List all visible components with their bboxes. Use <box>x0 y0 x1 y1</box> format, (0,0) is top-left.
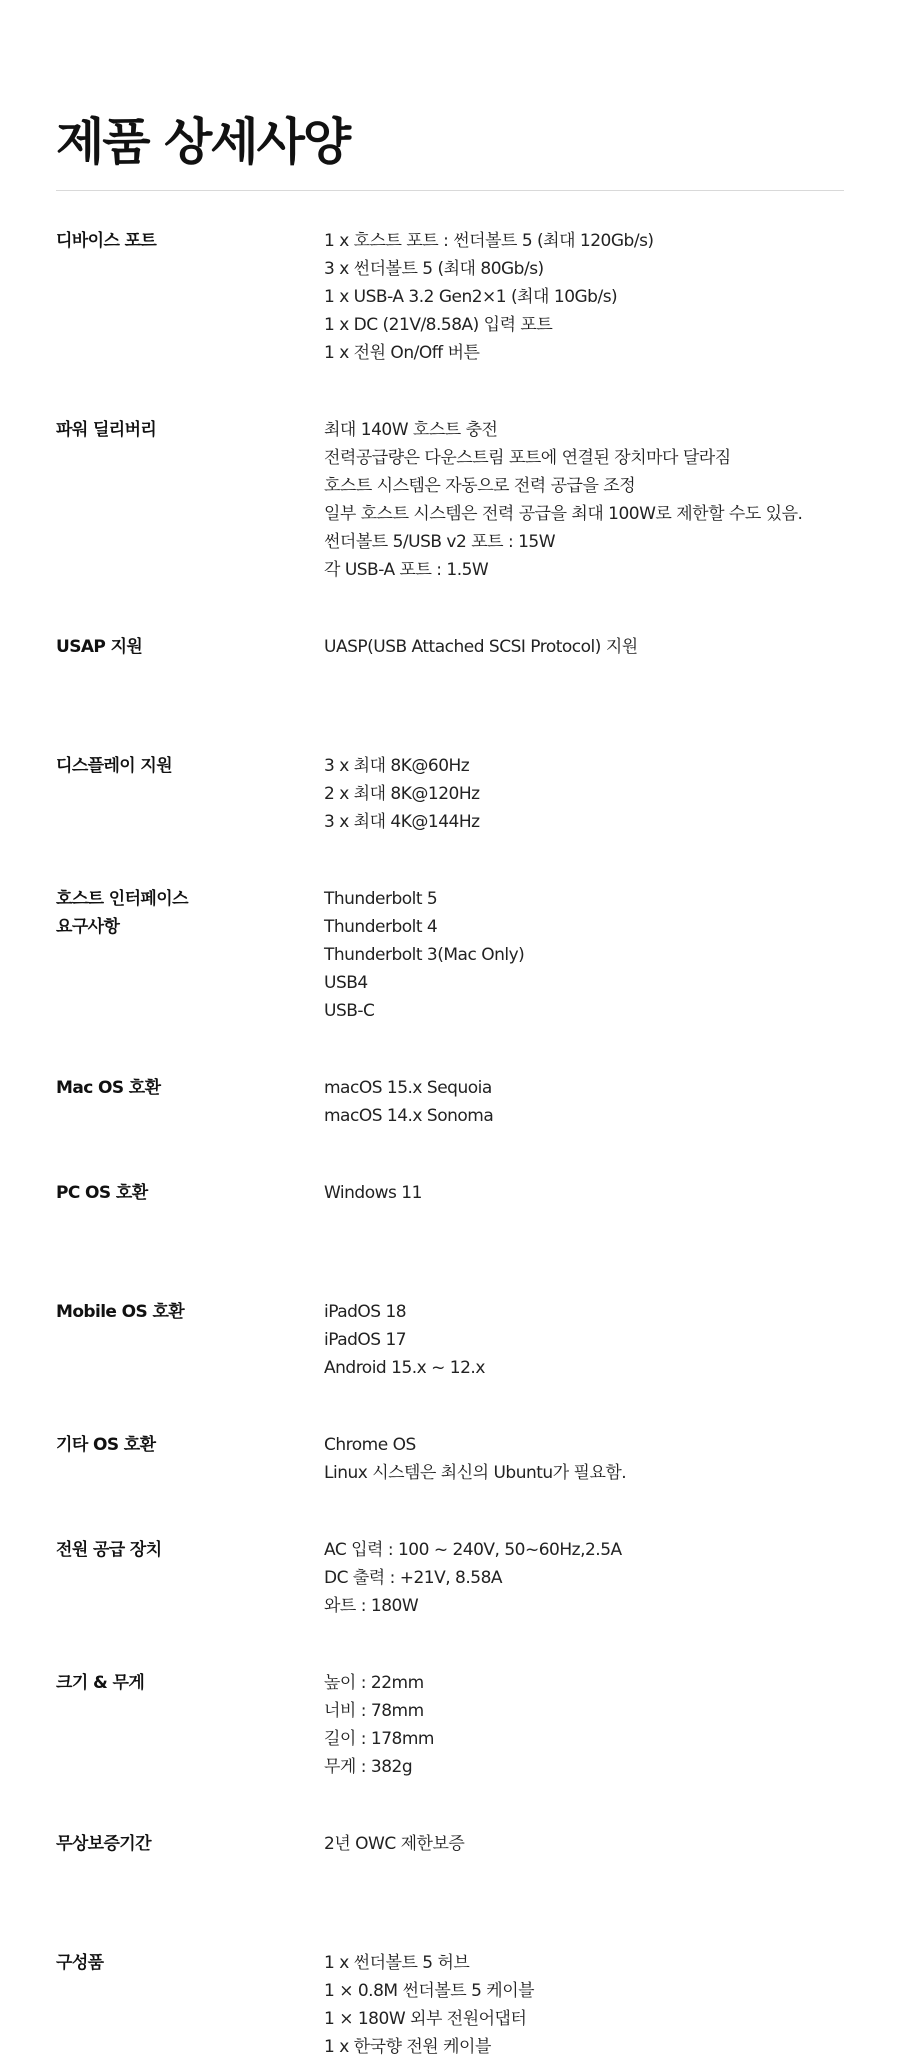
spec-value-line: 1 x 한국향 전원 케이블 <box>324 2037 491 2057</box>
spec-label-line: 호스트 인터페이스 <box>56 889 188 909</box>
spec-values <box>324 1298 844 1382</box>
spec-value-line: Chrome OS <box>324 1435 416 1455</box>
spec-label <box>56 885 324 941</box>
spec-label-line: 크기 & 무게 <box>56 1673 145 1693</box>
spec-label-line: 파워 딜리버리 <box>56 420 157 440</box>
spec-row <box>56 1669 844 1781</box>
spec-row <box>56 1536 844 1620</box>
spec-value-line: AC 입력 : 100 ~ 240V, 50~60Hz,2.5A <box>324 1540 622 1560</box>
spec-row <box>56 1949 844 2061</box>
spec-label <box>56 1830 324 1858</box>
spec-value-line: UASP(USB Attached SCSI Protocol) 지원 <box>324 637 638 657</box>
spec-value-line: USB4 <box>324 973 368 993</box>
spec-values <box>324 227 844 367</box>
spec-value-line: 길이 : 178mm <box>324 1729 434 1749</box>
spec-row <box>56 1830 844 1900</box>
spec-value-line: 일부 호스트 시스템은 전력 공급을 최대 100W로 제한할 수도 있음. <box>324 504 803 524</box>
spec-value-line: 각 USB-A 포트 : 1.5W <box>324 560 489 580</box>
spec-values <box>324 1074 844 1130</box>
spec-row <box>56 1298 844 1382</box>
spec-value-line: iPadOS 17 <box>324 1330 407 1350</box>
spec-value-line: 2 x 최대 8K@120Hz <box>324 784 480 804</box>
spec-value-line: 1 × 0.8M 썬더볼트 5 케이블 <box>324 1981 535 2001</box>
spec-value-line: 3 x 최대 8K@60Hz <box>324 756 470 776</box>
spec-row <box>56 416 844 584</box>
spec-label <box>56 633 324 661</box>
spec-row <box>56 752 844 836</box>
spec-value-line: 3 x 최대 4K@144Hz <box>324 812 480 832</box>
spec-values <box>324 1949 844 2061</box>
spec-label-line: PC OS 호환 <box>56 1183 148 1203</box>
spec-values <box>324 1830 844 1858</box>
spec-label-line: 무상보증기간 <box>56 1834 151 1854</box>
spec-label-line: Mac OS 호환 <box>56 1078 161 1098</box>
spec-row <box>56 1179 844 1249</box>
spec-values <box>324 1179 844 1207</box>
title-divider <box>56 190 844 191</box>
spec-value-line: macOS 15.x Sequoia <box>324 1078 492 1098</box>
spec-value-line: 2년 OWC 제한보증 <box>324 1834 465 1854</box>
spec-values <box>324 1431 844 1487</box>
spec-values <box>324 633 844 661</box>
spec-label <box>56 1949 324 1977</box>
spec-value-line: 높이 : 22mm <box>324 1673 424 1693</box>
spec-row <box>56 885 844 1025</box>
spec-values <box>324 1536 844 1620</box>
spec-value-line: 1 x 호스트 포트 : 썬더볼트 5 (최대 120Gb/s) <box>324 231 654 251</box>
spec-value-line: Thunderbolt 4 <box>324 917 438 937</box>
spec-value-line: 무게 : 382g <box>324 1757 413 1777</box>
spec-label-line: 요구사항 <box>56 917 120 937</box>
spec-label-line: 구성품 <box>56 1953 104 1973</box>
spec-value-line: Thunderbolt 3(Mac Only) <box>324 945 525 965</box>
spec-label <box>56 752 324 780</box>
spec-label <box>56 1074 324 1102</box>
spec-value-line: Windows 11 <box>324 1183 422 1203</box>
spec-value-line: 최대 140W 호스트 충전 <box>324 420 498 440</box>
spec-label-line: USAP 지원 <box>56 637 143 657</box>
spec-value-line: Android 15.x ~ 12.x <box>324 1358 485 1378</box>
spec-value-line: 1 x 전원 On/Off 버튼 <box>324 343 480 363</box>
spec-row <box>56 1431 844 1487</box>
spec-value-line: 1 x DC (21V/8.58A) 입력 포트 <box>324 315 553 335</box>
spec-value-line: Linux 시스템은 최신의 Ubuntu가 필요함. <box>324 1463 627 1483</box>
spec-label <box>56 416 324 444</box>
spec-value-line: 너비 : 78mm <box>324 1701 424 1721</box>
spec-values <box>324 752 844 836</box>
spec-label-line: 전원 공급 장치 <box>56 1540 162 1560</box>
spec-label <box>56 227 324 255</box>
spec-value-line: 와트 : 180W <box>324 1596 419 1616</box>
spec-values <box>324 885 844 1025</box>
spec-label <box>56 1669 324 1697</box>
spec-value-line: 호스트 시스템은 자동으로 전력 공급을 조정 <box>324 476 636 496</box>
spec-list <box>56 227 844 2061</box>
spec-value-line: 전력공급량은 다운스트림 포트에 연결된 장치마다 달라짐 <box>324 448 731 468</box>
spec-value-line: 1 x USB-A 3.2 Gen2×1 (최대 10Gb/s) <box>324 287 618 307</box>
spec-row <box>56 227 844 367</box>
spec-value-line: DC 출력 : +21V, 8.58A <box>324 1568 503 1588</box>
spec-value-line: Thunderbolt 5 <box>324 889 438 909</box>
spec-label-line: 디스플레이 지원 <box>56 756 173 776</box>
spec-label-line: 디바이스 포트 <box>56 231 157 251</box>
spec-values <box>324 1669 844 1781</box>
spec-value-line: 1 x 썬더볼트 5 허브 <box>324 1953 470 1973</box>
spec-values <box>324 416 844 584</box>
spec-row <box>56 1074 844 1130</box>
spec-value-line: 1 × 180W 외부 전원어댑터 <box>324 2009 527 2029</box>
spec-label-line: 기타 OS 호환 <box>56 1435 156 1455</box>
spec-label-line: Mobile OS 호환 <box>56 1302 185 1322</box>
spec-row <box>56 633 844 703</box>
spec-value-line: USB-C <box>324 1001 375 1021</box>
spec-value-line: macOS 14.x Sonoma <box>324 1106 494 1126</box>
page-title: 제품 상세사양 <box>56 113 350 171</box>
spec-label <box>56 1298 324 1326</box>
spec-value-line: iPadOS 18 <box>324 1302 407 1322</box>
spec-value-line: 썬더볼트 5/USB v2 포트 : 15W <box>324 532 556 552</box>
spec-value-line: 3 x 썬더볼트 5 (최대 80Gb/s) <box>324 259 544 279</box>
spec-label <box>56 1536 324 1564</box>
spec-label <box>56 1179 324 1207</box>
spec-label <box>56 1431 324 1459</box>
